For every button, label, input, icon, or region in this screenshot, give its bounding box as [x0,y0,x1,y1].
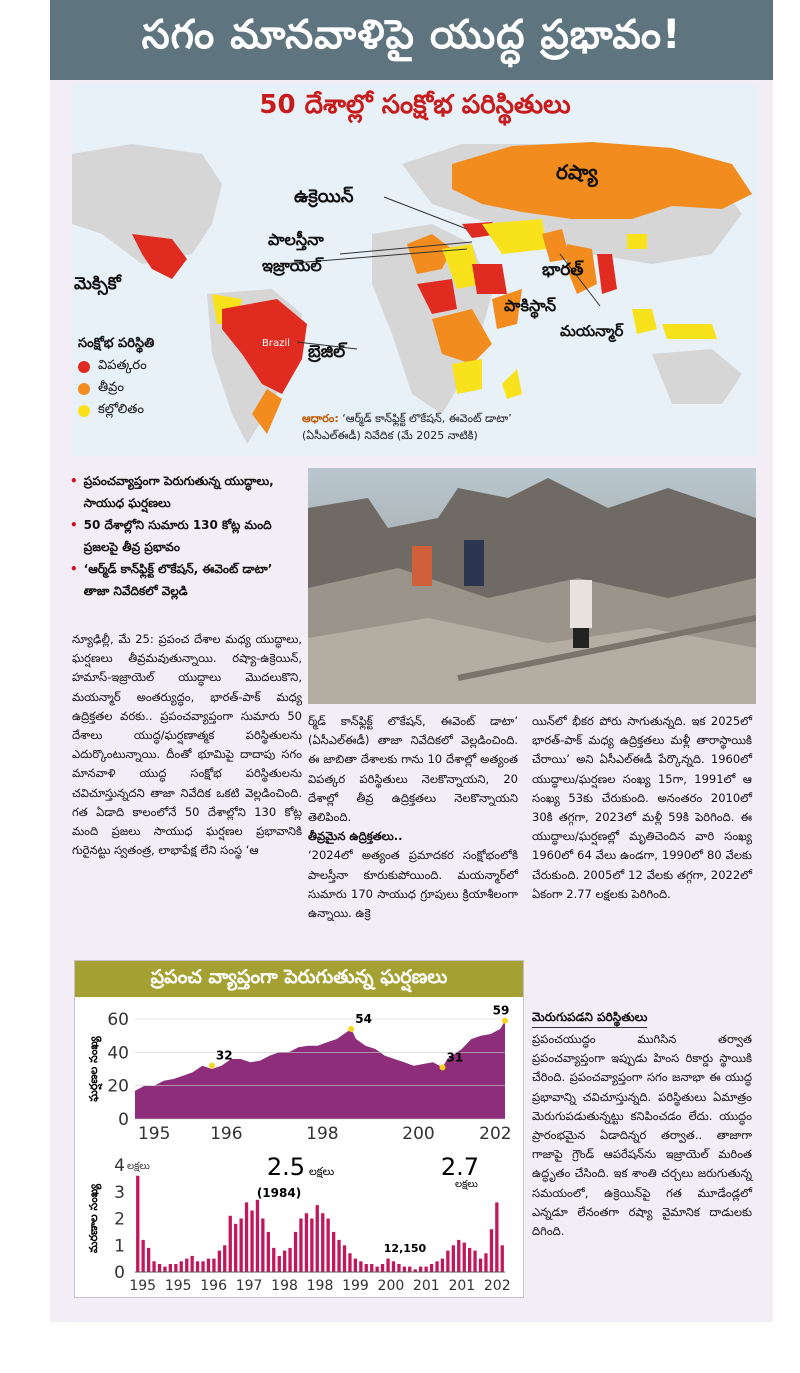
source-text: ‘ఆర్మ్‌డ్ కాన్‌ఫ్లిక్ట్ లొకేషన్, ఈవెంట్ డాటా’ [342,412,512,425]
legend-item-turbulent [78,402,154,420]
peak-value: 2.5 [266,1153,305,1181]
map-legend [78,336,154,424]
conflict-area [135,1021,505,1119]
x-tick-label: 195 [164,1278,192,1294]
label-palestine: పాలస్తీనా [268,230,324,249]
death-bar [327,1219,330,1273]
death-bar [397,1264,400,1272]
article-column-3b: ప్రపంచయుద్ధం ముగిసిన తర్వాత ప్రపంచవ్యాప్తంగా ఇప్పుడు హింస రికార్డు స్థాయికి చేరింది. ప్రపంచవ్యాప్తంగా సగం జనాభా ఈ యుద్ధ ప్రభావాన్ని చవిచూస్తున్నది. పరిస్థితులు ఏమాత్రం మెరుగుపడుతున్నట్టు కనిపించడం లేదు. యుద్ధం ప్రారంభమైన ఏడాదిన్నర తర్వాత.. తాజాగా గాజాపై గ్రౌండ్ ఆపరేషన్‌ను ఇజ్రాయెల్ మరింత ఉద్ధృతం చేసింది. ఇక శాంతి చర్చలు జరుగుతున్న సమయంలో, ఉక్రెయిన్‌పై గత మూడేండ్లలో ఎన్నడూ లేనంతగా రష్యా వైమానిక దాడులకు దిగింది. [532,1032,752,1239]
death-bar [392,1261,395,1272]
x-tick-label: 196 [200,1278,228,1294]
death-bar [163,1267,166,1272]
map-title: 50 దేశాల్లో సంక్షోభ పరిస్థితులు [259,90,571,120]
death-bar [218,1251,221,1272]
rubble-photo [308,468,756,704]
death-bar [457,1240,460,1272]
x-tick-label: 196 [210,1124,243,1144]
bullet-icon: • [70,562,78,576]
death-bar [169,1264,172,1272]
newspaper-page [50,0,773,1322]
label-pakistan: పాకిస్థాన్ [504,296,557,315]
death-bar [207,1259,210,1272]
death-bar [223,1245,226,1272]
headline: సగం మానవాళిపై యుద్ధ ప్రభావం! [50,0,773,80]
death-bar [348,1253,351,1272]
orange-dot-icon [78,383,90,395]
legend-label: కల్లోలితం [98,402,144,417]
world-map [72,84,758,456]
bullet-text: ప్రపంచవ్యాప్తంగా పెరుగుతున్న యుద్ధాలు, సాయుధ ఘర్షణలు [83,474,274,510]
death-bar [479,1259,482,1272]
death-bar [288,1248,291,1272]
x-tick-label: 198 [306,1278,334,1294]
legend-label: విపత్కరం [98,358,147,373]
death-bar [240,1219,243,1273]
death-bar [310,1219,313,1273]
label-brazil-en: Brazil [262,338,290,349]
article-column-3: యిన్‌లో భీకర పోరు సాగుతున్నది. ఇక 2025లో భారత్-పాక్ మధ్య ఉద్రిక్తతలు మళ్లీ తారాస్థాయికి చేరాయి’ అని ఏసీఎల్ఈడీ పేర్కొన్నది. 1960లో యుద్ధాలు/ఘర్షణల సంఖ్య 15గా, 1991లో ఆ సంఖ్య 53కు చేరుకుంది. అనంతరం 2010లో 30కి తగ్గగా, 2023లో మళ్లీ 59కి పెరిగింది. ఈ యుద్ధాలు/ఘర్షణల్లో మృతిచెందిన వారి సంఖ్య 1960లో 64 వేలు ఉండగా, 1990లో 80 వేలకు చేరుకుంది. 2005లో 12 వేలకు తగ్గగా, 2022లో ఏకంగా 2.77 లక్షలకు పెరిగింది. [532,714,752,901]
death-bar [283,1251,286,1272]
death-bar [430,1264,433,1272]
peak-value-2: 2.7 [440,1153,479,1181]
death-bar [261,1219,264,1273]
annotation-label: 31 [446,1050,464,1065]
death-bar [250,1211,253,1273]
death-bar [212,1259,215,1272]
x-tick-label: 198 [271,1278,298,1294]
legend-label: తీవ్రం [98,380,125,395]
map-source [302,410,742,444]
y-tick-label: 3 [114,1182,125,1203]
y-tick-label: 60 [107,1010,129,1030]
bullet-text: 50 దేశాల్లోని సుమారు 130 కోట్ల మంది ప్రజలపై తీవ్ర ప్రభావం [83,518,272,554]
y-tick-label: 1 [114,1236,125,1257]
x-tick-label: 195 [129,1278,157,1294]
death-bar [403,1267,406,1272]
death-bar [147,1248,150,1272]
annotation-dot [440,1064,446,1070]
article-column-1: న్యూఢిల్లీ, మే 25: ప్రపంచ దేశాల మధ్య యుద్ధాలు, ఘర్షణలు తీవ్రమవుతున్నాయి. రష్యా-ఉక్రెయిన్, హమాస్-ఇజ్రాయెల్ యుద్ధాలు మొదలుకొని, మయన్మార్ అంతర్యుద్ధం, భారత్-పాక్ మధ్య ఉద్రిక్తతల వరకు.. ప్రపంచవ్యాప్తంగా సుమారు 50 దేశాలు యుద్ధ/ఘర్షణాత్మక పరిస్థితులను ఎదుర్కొంటున్నాయి. దీంతో భూమిపై దాదాపు సగం మానవాళి యుద్ధ సంక్షోభ పరిస్థితులను చవిచూస్తున్నదని తాజా నివేదిక ఒకటి వెల్లడించింది. గత ఏడాది కాలంలోనే 50 దేశాల్లోని 130 కోట్ల మంది ప్రజలు సాయుధ ఘర్షణల ప్రభావానికి గురైనట్టు స్వతంత్ర, లాభాపేక్ష లేని సంస్థ ‘ఆ [72,632,302,858]
x-tick-label: 201 [412,1278,440,1294]
death-bar [463,1243,466,1272]
label-myanmar: మయన్మార్ [560,322,624,340]
death-bar [234,1224,237,1272]
chart-svg [75,997,521,1295]
death-bar [256,1200,259,1272]
death-bar [201,1261,204,1272]
y-tick-label: 0 [118,1110,129,1130]
label-ukraine: ఉక్రెయిన్ [294,186,354,207]
bullet-text: ‘ఆర్మ్‌డ్ కాన్‌ఫ్లిక్ట్ లొకేషన్, ఈవెంట్ డాటా’ తాజా నివేదికలో వెల్లడి [83,562,273,598]
death-bar [381,1264,384,1272]
label-russia: రష్యా [556,160,598,184]
y-tick-label: 20 [107,1076,129,1097]
death-bar [425,1267,428,1272]
unit-label: లక్షలు [127,1161,150,1172]
label-brazil: బ్రెజిల్ [308,342,346,362]
annotation-dot [209,1063,215,1069]
bullet-item [70,514,300,558]
death-bar [473,1251,476,1272]
legend-item-severe [78,358,154,376]
death-bar [245,1202,248,1272]
peak-unit-2: లక్షలు [455,1179,478,1190]
death-bar [305,1213,308,1272]
death-bar [343,1245,346,1272]
death-bar [278,1256,281,1272]
x-tick-label: 202 [483,1278,511,1294]
y-tick-label: 0 [114,1263,125,1283]
death-bar [174,1264,177,1272]
source-label: ఆధారం: [302,412,339,425]
yellow-dot-icon [78,405,90,417]
label-india: భారత్ [542,260,584,280]
bullet-item [70,470,300,514]
x-tick-label: 199 [342,1278,369,1294]
death-bar [332,1232,335,1272]
death-bar [299,1219,302,1273]
conflict-chart [74,960,524,1298]
death-bar [386,1259,389,1272]
death-bar [408,1267,411,1272]
death-bar [441,1259,444,1272]
death-bar [142,1240,145,1272]
y-tick-label: 40 [107,1043,129,1064]
subheading: తీవ్రమైన ఉద్రిక్తతలు.. [308,829,403,844]
bullet-item [70,558,300,602]
photo-illustration [308,468,756,704]
peak-year: (1984) [256,1186,302,1200]
bullet-icon: • [70,518,78,532]
annotation-dot [502,1018,508,1024]
red-dot-icon [78,361,90,373]
article-column-2 [308,712,518,923]
bullet-list [70,470,300,602]
x-tick-label: 198 [306,1124,339,1144]
death-bar [158,1264,161,1272]
death-bar [495,1202,498,1272]
article-column-2-text-b: ‘2024లో అత్యంత ప్రమాదకర సంక్షోభంలోకి పాలస్తీనా కూరుకుపోయింది. మయన్మార్‌లో సుమారు 170 సాయుధ గ్రూపులు క్రియాశీలంగా ఉన్నాయి. ఉక్రె [308,848,518,921]
death-bar [446,1251,449,1272]
death-bar [152,1261,155,1272]
death-bar [359,1261,362,1272]
y-axis-label: మరణాల సంఖ్య [87,1183,100,1254]
annotation-label: 32 [215,1048,233,1063]
y-tick-label: 4 [114,1156,125,1176]
death-bar [435,1261,438,1272]
annotation-dot [348,1026,354,1032]
death-bar [452,1245,455,1272]
death-bar [354,1259,357,1272]
annotation-label: 54 [355,1012,372,1026]
chart-title: ప్రపంచ వ్యాప్తంగా పెరుగుతున్న ఘర్షణలు [75,961,523,997]
map-shapes [72,84,758,456]
y-tick-label: 2 [114,1209,125,1230]
death-bar [376,1267,379,1272]
legend-title: సంక్షోభ పరిస్థితి [78,336,155,351]
x-tick-label: 201 [448,1278,476,1294]
article-column-2-text: ర్మ్‌డ్ కాన్‌ఫ్లిక్ట్ లొకేషన్, ఈవెంట్ డాటా’ (ఏసీఎల్ఈడీ) తాజా నివేదికలో వెల్లడించింది. ఈ జాబితా దేశాలకు గాను 10 దేశాల్లో అత్యంత విపత్కర పరిస్థితులు నెలకొన్నాయని, 20 దేశాల్లో తీవ్ర ఉద్రిక్తతలు నెలకొన్నాయని తెలిపింది. [308,714,518,825]
death-bar [272,1248,275,1272]
bullet-icon: • [70,474,78,488]
x-tick-label: 200 [377,1278,405,1294]
death-bar [419,1267,422,1272]
death-bar [294,1232,297,1272]
death-bar [321,1213,324,1272]
label-israel: ఇజ్రాయెల్ [262,256,322,275]
death-bar [365,1264,368,1272]
death-bar [370,1264,373,1272]
source-line2: (ఏసీఎల్ఈడీ) నివేదిక (మే 2025 నాటికి) [302,429,478,442]
death-bar [267,1232,270,1272]
death-bar [191,1256,194,1272]
death-bar [196,1261,199,1272]
death-bar [136,1176,139,1272]
y-axis-label: ఘర్షణల సంఖ్య [87,1036,100,1102]
x-tick-label: 197 [235,1278,263,1294]
death-bar [501,1245,504,1272]
death-bar [468,1248,471,1272]
annotation-label: 59 [492,1003,510,1018]
low-value: 12,150 [383,1242,427,1255]
death-bar [316,1205,319,1272]
x-tick-label: 202 [479,1124,512,1144]
death-bar [337,1240,340,1272]
x-tick-label: 195 [137,1124,171,1144]
death-bar [490,1229,493,1272]
side-subheading: మెరుగుపడని పరిస్థితులు [532,1010,647,1028]
death-bar [185,1259,188,1272]
peak-unit: లక్షలు [309,1165,335,1178]
death-bar [180,1261,183,1272]
label-mexico: మెక్సికో [74,274,121,294]
death-bar [229,1216,232,1272]
death-bar [484,1253,487,1272]
legend-item-intense [78,380,154,398]
x-tick-label: 200 [402,1124,435,1144]
